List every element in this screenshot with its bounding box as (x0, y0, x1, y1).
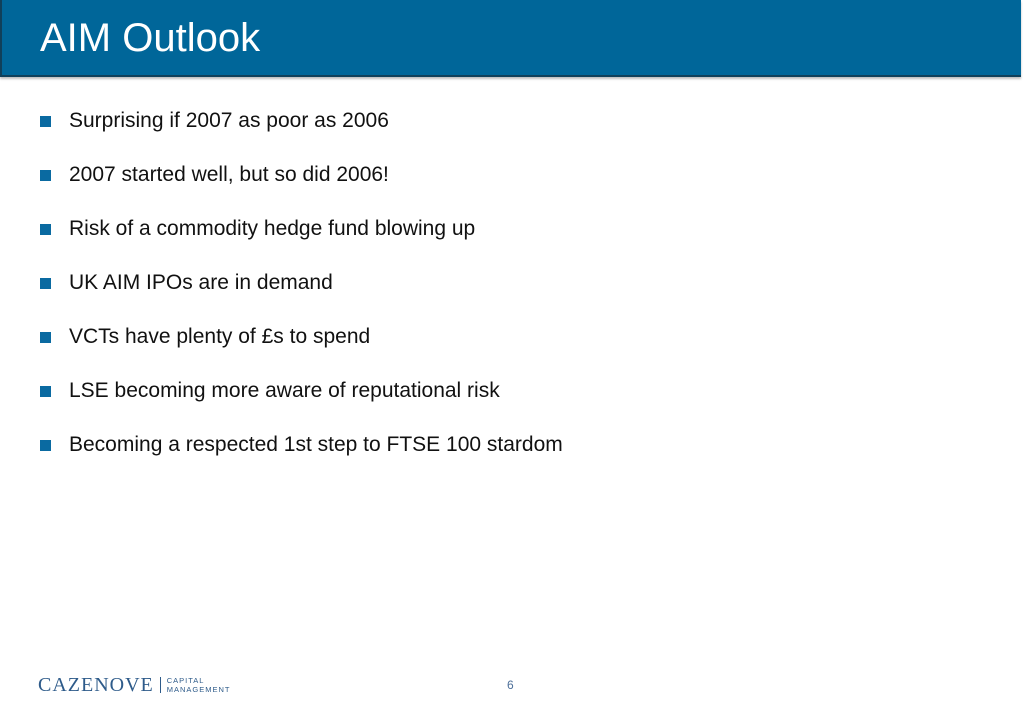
square-bullet-icon (40, 278, 51, 289)
bullet-text: VCTs have plenty of £s to spend (69, 325, 371, 348)
list-item (40, 324, 563, 378)
list-item (40, 432, 563, 486)
bullet-text: Becoming a respected 1st step to FTSE 100 stardom (69, 433, 563, 456)
logo-divider (160, 677, 161, 693)
logo-sub-line-1: CAPITAL (166, 676, 205, 685)
page-number: 6 (507, 678, 514, 692)
square-bullet-icon (40, 386, 51, 397)
bullet-text: LSE becoming more aware of reputational risk (69, 379, 500, 402)
bullet-text: Risk of a commodity hedge fund blowing up (69, 217, 476, 240)
logo-sub-line-2: MANAGEMENT (166, 685, 231, 694)
bullet-text: 2007 started well, but so did 2006! (69, 163, 389, 186)
page-title: AIM Outlook (40, 16, 261, 60)
list-item (40, 216, 563, 270)
square-bullet-icon (40, 116, 51, 127)
square-bullet-icon (40, 440, 51, 451)
list-item (40, 162, 563, 216)
logo-subtitle (167, 676, 231, 694)
logo-name: CAZENOVE (38, 674, 154, 696)
square-bullet-icon (40, 224, 51, 235)
square-bullet-icon (40, 332, 51, 343)
list-item (40, 378, 563, 432)
company-logo (38, 674, 231, 696)
title-bar (0, 0, 1021, 77)
bullet-list (40, 108, 563, 486)
bullet-text: UK AIM IPOs are in demand (69, 271, 333, 294)
square-bullet-icon (40, 170, 51, 181)
list-item (40, 108, 563, 162)
bullet-text: Surprising if 2007 as poor as 2006 (69, 109, 389, 132)
list-item (40, 270, 563, 324)
